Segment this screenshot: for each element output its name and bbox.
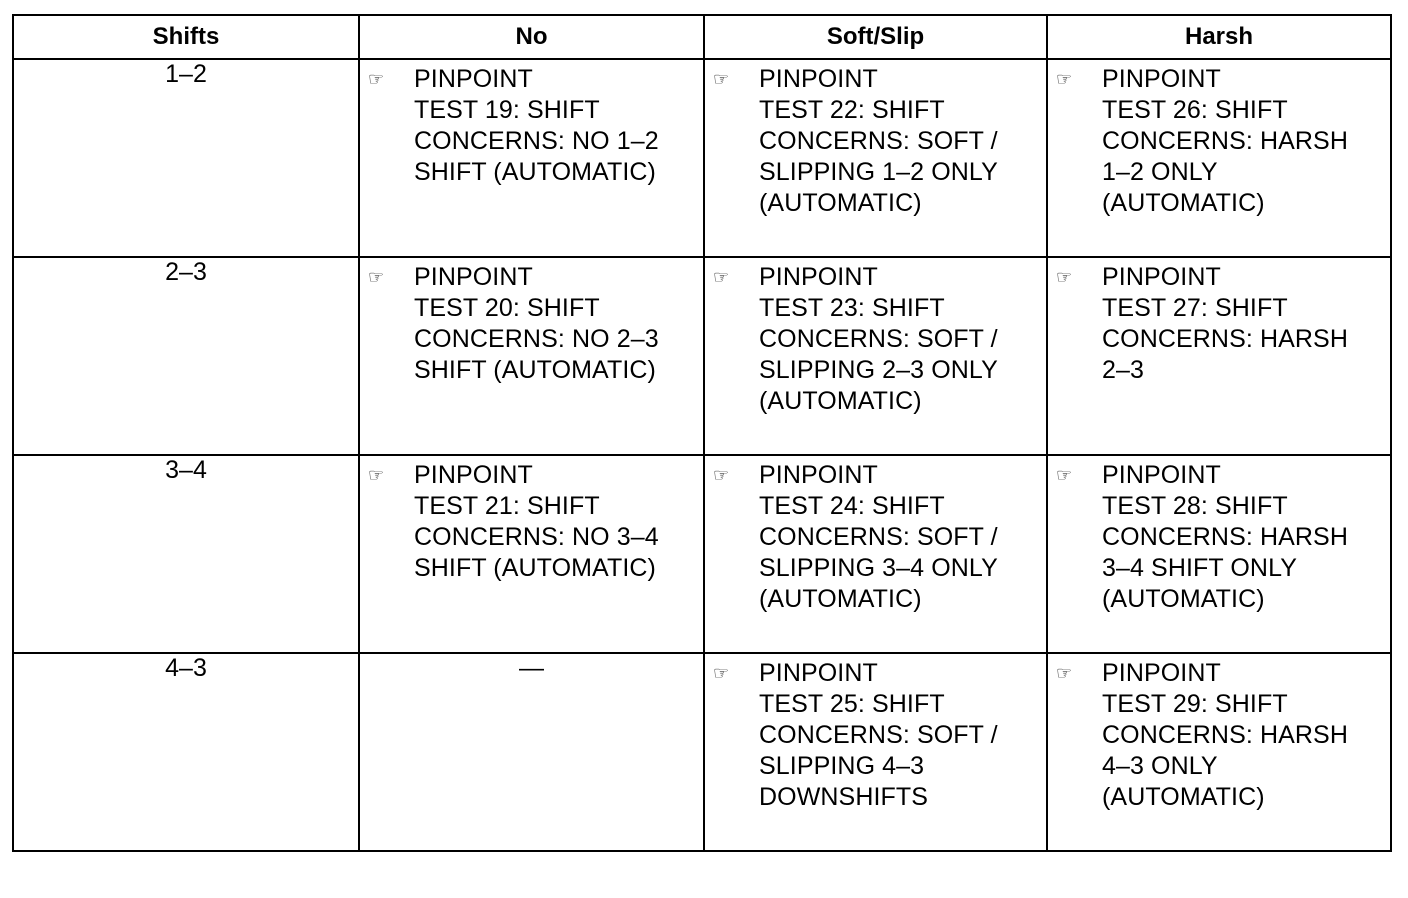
shift-cell: 4–3: [13, 653, 359, 851]
pinpoint-link[interactable]: PINPOINT TEST 28: SHIFT CONCERNS: HARSH 3–4 SHIFT ONLY (AUTOMATIC): [1102, 461, 1348, 613]
pointing-hand-icon: ☞: [368, 267, 385, 287]
pointing-hand-icon: ☞: [368, 465, 385, 485]
shift-concerns-table: [12, 14, 1392, 852]
header-harsh: Harsh: [1047, 15, 1391, 59]
soft-slip-cell: [704, 653, 1047, 851]
shift-cell: 3–4: [13, 455, 359, 653]
pointing-hand-icon: ☞: [1056, 267, 1073, 287]
harsh-cell: [1047, 653, 1391, 851]
pinpoint-link[interactable]: PINPOINT TEST 29: SHIFT CONCERNS: HARSH 4–3 ONLY (AUTOMATIC): [1102, 659, 1348, 811]
soft-slip-cell: [704, 59, 1047, 257]
harsh-cell: [1047, 59, 1391, 257]
header-soft-slip: Soft/Slip: [704, 15, 1047, 59]
header-shifts: Shifts: [13, 15, 359, 59]
table-row: [13, 59, 1391, 257]
pinpoint-link[interactable]: PINPOINT TEST 27: SHIFT CONCERNS: HARSH 2–3: [1102, 263, 1348, 384]
pointing-hand-icon: ☞: [713, 69, 730, 89]
table-row: [13, 455, 1391, 653]
pinpoint-link[interactable]: PINPOINT TEST 23: SHIFT CONCERNS: SOFT / SLIPPING 2–3 ONLY (AUTOMATIC): [759, 263, 998, 415]
harsh-cell: [1047, 257, 1391, 455]
pinpoint-link[interactable]: PINPOINT TEST 26: SHIFT CONCERNS: HARSH 1–2 ONLY (AUTOMATIC): [1102, 65, 1348, 217]
pointing-hand-icon: ☞: [1056, 69, 1073, 89]
soft-slip-cell: [704, 455, 1047, 653]
shift-cell: 1–2: [13, 59, 359, 257]
pinpoint-link[interactable]: PINPOINT TEST 22: SHIFT CONCERNS: SOFT / SLIPPING 1–2 ONLY (AUTOMATIC): [759, 65, 998, 217]
pointing-hand-icon: ☞: [713, 267, 730, 287]
soft-slip-cell: [704, 257, 1047, 455]
header-row: [13, 15, 1391, 59]
pointing-hand-icon: ☞: [368, 69, 385, 89]
table-row: [13, 653, 1391, 851]
table-row: [13, 257, 1391, 455]
pinpoint-link[interactable]: PINPOINT TEST 19: SHIFT CONCERNS: NO 1–2 SHIFT (AUTOMATIC): [414, 65, 659, 186]
no-shift-cell: [359, 257, 704, 455]
pinpoint-link[interactable]: PINPOINT TEST 20: SHIFT CONCERNS: NO 2–3 SHIFT (AUTOMATIC): [414, 263, 659, 384]
pinpoint-link[interactable]: PINPOINT TEST 21: SHIFT CONCERNS: NO 3–4 SHIFT (AUTOMATIC): [414, 461, 659, 582]
header-no: No: [359, 15, 704, 59]
pointing-hand-icon: ☞: [713, 663, 730, 683]
no-shift-cell-empty: —: [359, 653, 704, 851]
pointing-hand-icon: ☞: [713, 465, 730, 485]
no-shift-cell: [359, 455, 704, 653]
no-shift-cell: [359, 59, 704, 257]
pointing-hand-icon: ☞: [1056, 663, 1073, 683]
shift-cell: 2–3: [13, 257, 359, 455]
harsh-cell: [1047, 455, 1391, 653]
pointing-hand-icon: ☞: [1056, 465, 1073, 485]
pinpoint-link[interactable]: PINPOINT TEST 25: SHIFT CONCERNS: SOFT / SLIPPING 4–3 DOWNSHIFTS: [759, 659, 998, 811]
pinpoint-link[interactable]: PINPOINT TEST 24: SHIFT CONCERNS: SOFT / SLIPPING 3–4 ONLY (AUTOMATIC): [759, 461, 998, 613]
